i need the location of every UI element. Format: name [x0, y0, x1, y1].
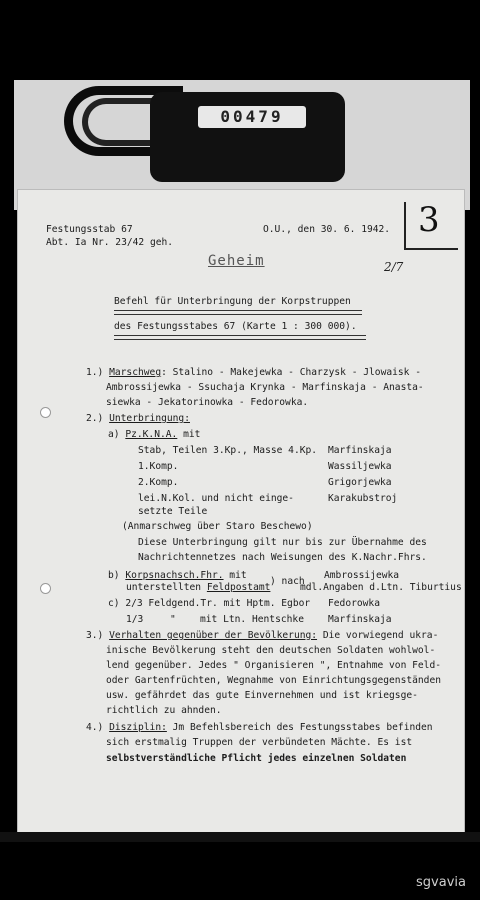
handwritten-page-number: 3 — [418, 200, 440, 240]
section-2a-letter: a) — [108, 429, 126, 440]
unit-row-2-company-location: Grigorjewka — [328, 477, 392, 488]
section-2c-location-1: Fedorowka — [328, 598, 380, 609]
section-2b-line-2 — [126, 582, 270, 594]
section-3-line-5: usw. gefährdet das gute Einvernehmen und ist kriegsge- — [106, 690, 418, 701]
title-double-rule-2 — [114, 335, 366, 340]
section-2b-letter: b) — [108, 570, 126, 581]
section-1-number: 1.) — [86, 367, 110, 378]
section-2c-ditto: " — [170, 614, 176, 625]
section-2a-heading: Pz.K.N.A. — [125, 429, 178, 440]
section-2a — [108, 429, 200, 441]
punch-hole — [40, 407, 51, 418]
section-4-line-2: sich erstmalig Truppen der verbündeten Mächte. Es ist — [106, 737, 413, 748]
section-2b-location: Ambrossijewka — [324, 570, 400, 581]
watermark: sgvavia — [416, 875, 466, 890]
section-2 — [86, 413, 190, 425]
unit-row-staff-location: Marfinskaja — [328, 445, 392, 456]
section-1-line-3: siewka - Jekatorinowka - Fedorowka. — [106, 397, 309, 408]
section-3-text: Die vorwiegend ukra- — [317, 630, 439, 641]
handwritten-bracket-horizontal — [404, 248, 458, 250]
section-2b-bracket-nach: ) nach — [270, 576, 305, 587]
section-2b-instructions: mdl.Angaben d.Ltn. Tiburtius — [300, 582, 462, 593]
unit-row-column-cont: setzte Teile — [138, 506, 208, 517]
unit-row-2-company: 2.Komp. — [138, 477, 179, 488]
counter-digits: 00479 — [198, 106, 306, 128]
title-line-2: des Festungsstabes 67 (Karte 1 : 300 000). — [114, 321, 357, 332]
section-4 — [86, 722, 433, 734]
unit-row-1-company: 1.Komp. — [138, 461, 179, 472]
section-2c-fraction: 1/3 — [126, 614, 144, 625]
title-line-1: Befehl für Unterbringung der Korpstruppen — [114, 296, 351, 307]
section-3-line-3: lend gegenüber. Jedes " Organisieren ", Entnahme von Feld- — [106, 660, 442, 671]
section-2b-heading: Korpsnachsch.Fhr. — [125, 570, 224, 581]
handwritten-annotation: 2/7 — [384, 260, 404, 274]
section-3-number: 3.) — [86, 630, 110, 641]
section-2c-officer: mit Ltn. Hentschke — [200, 614, 304, 625]
section-2c-line-1: c) 2/3 Feldgend.Tr. mit Hptm. Egbor — [108, 598, 311, 609]
section-2b — [108, 570, 247, 582]
unit-row-1-company-location: Wassiljewka — [328, 461, 392, 472]
frame-counter-device — [150, 92, 345, 182]
section-1-heading: Marschweg — [109, 367, 162, 378]
section-1 — [86, 367, 421, 379]
section-2c-location-2: Marfinskaja — [328, 614, 392, 625]
section-4-heading: Disziplin: — [109, 722, 167, 733]
section-3-line-2: inische Bevölkerung steht den deutschen Soldaten wohlwol- — [106, 645, 436, 656]
header-unit: Festungsstab 67 — [46, 224, 133, 235]
document-page — [18, 190, 464, 840]
section-1-text: : Stalino - Makejewka - Charzysk - Jlowaisk - — [161, 367, 422, 378]
section-1-line-2: Ambrossijewka - Ssuchaja Krynka - Marfinskaja - Anasta- — [106, 382, 424, 393]
section-2a-mit: mit — [177, 429, 201, 440]
section-2b-mit: mit — [223, 570, 247, 581]
title-double-rule-1 — [114, 310, 362, 315]
handwritten-bracket-vertical — [404, 202, 406, 250]
unit-row-column: lei.N.Kol. und nicht einge- — [138, 493, 294, 504]
section-2b-subordinate: unterstellten — [126, 582, 207, 593]
film-edge — [0, 832, 480, 842]
classification-stamp: Geheim — [208, 253, 265, 269]
section-2a-paragraph-2: Nachrichtennetzes nach Weisungen des K.Nachr.Fhrs. — [138, 552, 427, 563]
section-3-heading: Verhalten gegenüber der Bevölkerung: — [109, 630, 318, 641]
section-2-number: 2.) — [86, 413, 110, 424]
unit-row-column-location: Karakubstroj — [328, 493, 398, 504]
section-4-text: Jm Befehlsbereich des Festungsstabes befinden — [166, 722, 433, 733]
header-reference: Abt. Ia Nr. 23/42 geh. — [46, 237, 174, 248]
section-3 — [86, 630, 438, 642]
section-4-number: 4.) — [86, 722, 110, 733]
section-2a-paragraph-1: Diese Unterbringung gilt nur bis zur Übernahme des — [138, 537, 427, 548]
section-2-heading: Unterbringung: — [109, 413, 190, 424]
section-2b-fieldpost: Feldpostamt — [206, 582, 271, 593]
unit-row-staff: Stab, Teilen 3.Kp., Masse 4.Kp. — [138, 445, 318, 456]
section-3-line-4: oder Gartenfrüchten, Wegnahme von Einrichtungsgegenständen — [106, 675, 442, 686]
section-3-line-6: richtlich zu ahnden. — [106, 705, 222, 716]
approach-note: (Anmarschweg über Staro Beschewo) — [122, 521, 313, 532]
section-4-line-3: selbstverständliche Pflicht jedes einzelnen Soldaten — [106, 753, 407, 764]
header-date: O.U., den 30. 6. 1942. — [263, 224, 391, 235]
punch-hole — [40, 583, 51, 594]
